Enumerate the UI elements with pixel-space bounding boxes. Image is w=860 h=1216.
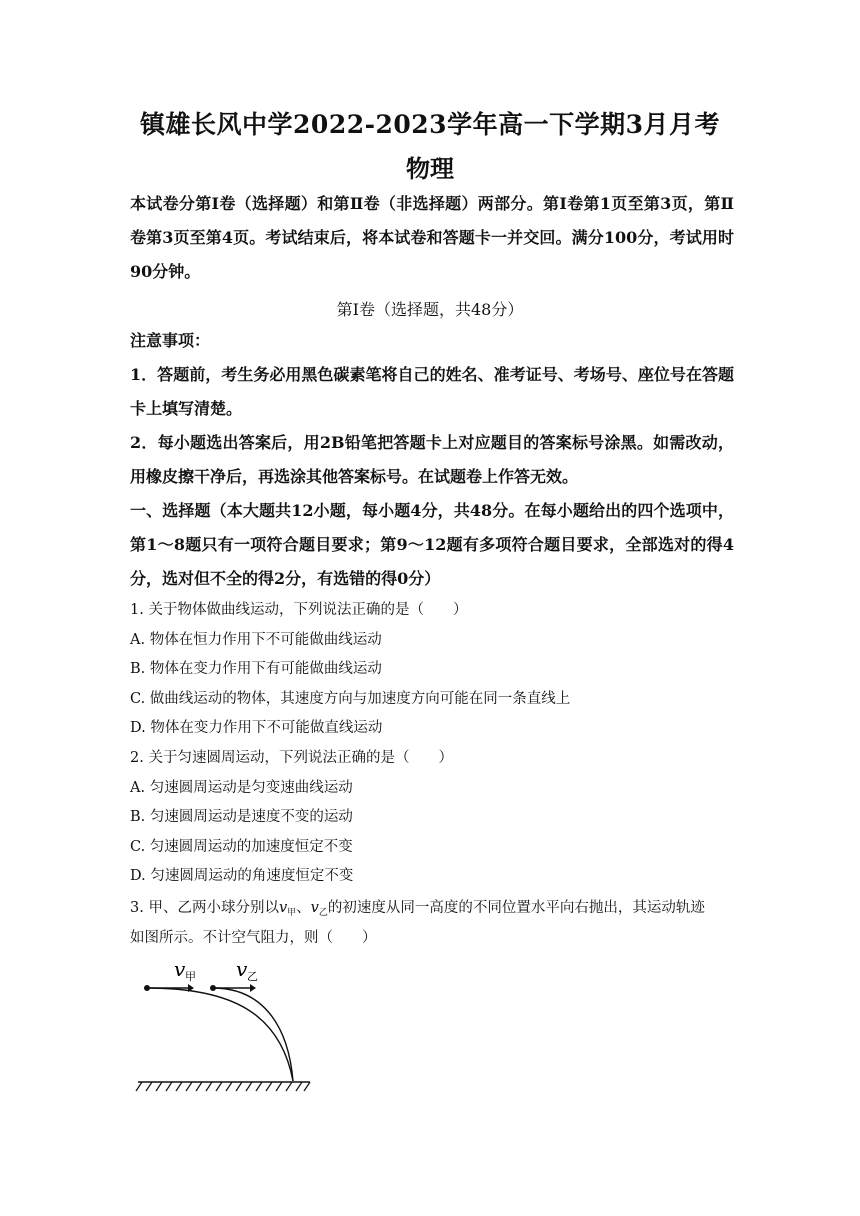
option-b: B. 匀速圆周运动是速度不变的运动: [130, 809, 353, 826]
trajectory-jia: [147, 988, 293, 1081]
note-1: 1．答题前，考生务必用黑色碳素笔将自己的姓名、准考证号、考场号、座位号在答题卡上填写清楚。: [130, 365, 734, 418]
v-jia-subscript: 甲: [185, 970, 196, 983]
v-yi-symbol: v: [236, 957, 248, 981]
option-a: A. 匀速圆周运动是匀变速曲线运动: [130, 779, 353, 796]
projectile-figure: [130, 952, 330, 1102]
intro-paragraph: 本试卷分第Ⅰ卷（选择题）和第Ⅱ卷（非选择题）两部分。第Ⅰ卷第1页至第3页，第Ⅱ卷第3页至第4页。考试结束后，将本试卷和答题卡一并交回。满分100分，考试用时90分钟。: [130, 194, 734, 281]
question-2: [130, 744, 750, 892]
question-stem: [130, 893, 750, 923]
section-heading: 第Ⅰ卷（选择题，共48分）: [336, 300, 524, 319]
option-a: A. 物体在恒力作用下不可能做曲线运动: [130, 631, 382, 648]
note-2: 2．每小题选出答案后，用2B铅笔把答题卡上对应题目的答案标号涂黑。如需改动，用橡皮擦干净后，再选涂其他答案标号。在试题卷上作答无效。: [130, 433, 734, 486]
v-symbol: v: [278, 900, 288, 916]
subject-title: 物理: [406, 154, 454, 183]
question-1: [130, 596, 750, 744]
v-jia-symbol: v: [174, 957, 186, 981]
subscript-jia: 甲: [287, 908, 297, 918]
question-3: [130, 893, 750, 953]
subscript-yi: 乙: [318, 908, 328, 918]
q3-part2: 的初速度从同一高度的不同位置水平向右抛出，其运动轨迹: [327, 900, 705, 916]
option-c: C. 匀速圆周运动的加速度恒定不变: [130, 838, 353, 855]
exam-title: 镇雄长风中学2022-2023学年高一下学期3月月考: [140, 110, 720, 139]
question-stem-line2: 如图所示。不计空气阻力，则（ ）: [130, 930, 377, 946]
question-stem: 1. 关于物体做曲线运动，下列说法正确的是（ ）: [130, 602, 468, 618]
notes-title: 注意事项：: [130, 331, 211, 350]
q3-part1: 3. 甲、乙两小球分别以: [130, 900, 279, 916]
q3-separator: 、: [296, 900, 311, 916]
v-yi-subscript: 乙: [247, 970, 258, 983]
option-d: D. 匀速圆周运动的角速度恒定不变: [130, 868, 354, 885]
question-stem: 2. 关于匀速圆周运动，下列说法正确的是（ ）: [130, 750, 453, 766]
option-d: D. 物体在变力作用下不可能做直线运动: [130, 720, 383, 737]
part-description: 一、选择题（本大题共12小题，每小题4分，共48分。在每小题给出的四个选项中，第1～8题只有一项符合题目要求；第9～12题有多项符合题目要求，全部选对的得4分，选对但不全的得2分，有选错的得0分）: [130, 501, 734, 588]
trajectory-yi: [213, 988, 293, 1081]
option-c: C. 做曲线运动的物体，其速度方向与加速度方向可能在同一条直线上: [130, 690, 571, 707]
arrow-yi-head: [250, 984, 256, 992]
option-b: B. 物体在变力作用下有可能做曲线运动: [130, 661, 382, 678]
ground-hatching: [136, 1082, 310, 1091]
v-symbol: v: [310, 900, 319, 916]
